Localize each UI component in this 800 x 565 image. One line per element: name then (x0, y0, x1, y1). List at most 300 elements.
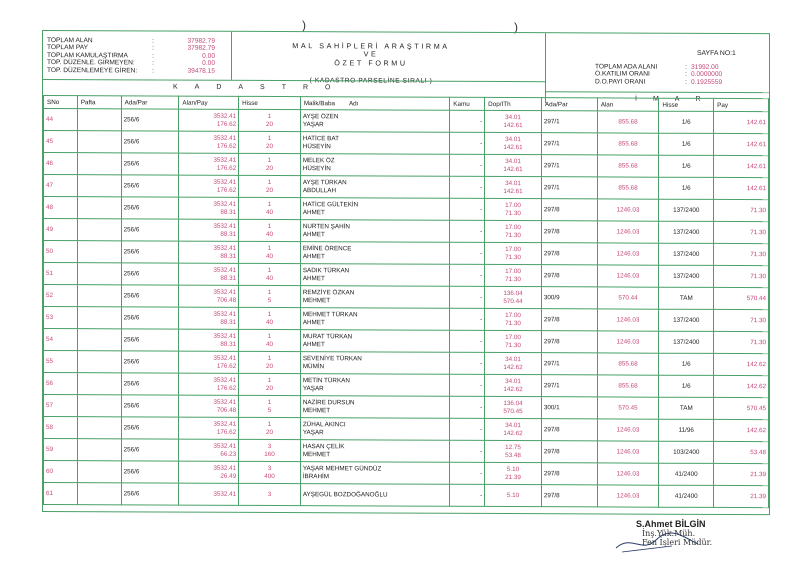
cell-pafta (77, 175, 121, 197)
hisse-numerator: 1 (267, 376, 272, 384)
cell-sno: 57 (44, 395, 78, 417)
alan-value: 3532.41 (213, 156, 237, 164)
cell-malik (300, 418, 449, 441)
cell-hisse (239, 351, 301, 373)
cell-kamu: - (450, 176, 485, 198)
cell-ada-par: 256/6 (121, 109, 179, 131)
owner-name: EMİNE ÖRENCE (302, 244, 352, 252)
cell-dop (485, 110, 542, 132)
cell-pafta (77, 197, 121, 219)
cell-alan-pay (179, 439, 239, 461)
cell-imar-ada: 297/1 (541, 111, 597, 133)
owner-father: MEHMET (302, 406, 331, 414)
cell-hisse (239, 241, 301, 263)
cell-imar-pay: 71.30 (714, 309, 769, 331)
cell-dop (485, 286, 542, 308)
hisse-denominator: 40 (265, 230, 273, 238)
cell-alan-pay (179, 109, 239, 131)
owner-father: AHMET (302, 340, 325, 348)
cell-hisse (239, 483, 301, 505)
table-row (44, 285, 769, 310)
ada-total-label: D.O.PAYI ORANI (595, 78, 646, 86)
cell-kamu: - (450, 154, 485, 176)
cell-hisse (239, 439, 301, 461)
pay-value: 706.48 (216, 296, 237, 304)
hisse-denominator: 20 (265, 164, 273, 172)
dop-value: 34.01 (505, 135, 521, 143)
cell-ada-par: 256/6 (121, 461, 179, 483)
hisse-denominator: 40 (265, 318, 273, 326)
cell-imar-alan: 1246.03 (597, 199, 659, 221)
cell-imar-alan: 570.45 (597, 397, 659, 419)
handwritten-signature-icon (612, 526, 702, 556)
alan-value: 3532.41 (213, 134, 237, 142)
cell-alan-pay (179, 219, 239, 241)
table-row (44, 373, 769, 398)
cell-kamu: - (450, 286, 485, 308)
cell-dop (485, 308, 542, 330)
owner-father: MEHMET (302, 296, 331, 304)
owner-father: YAŞAR (302, 428, 324, 436)
cell-imar-pay: 142.62 (714, 419, 769, 441)
cell-imar-hisse: TAM (659, 397, 714, 419)
cell-imar-alan: 855.68 (597, 177, 659, 199)
ada-total-value: 31992.00 (691, 63, 719, 71)
cell-ada-par: 256/6 (121, 197, 179, 219)
cell-sno: 53 (44, 307, 78, 329)
table-row (44, 175, 769, 200)
title-line-1: MAL SAHİPLERİ ARAŞTIRMA (292, 41, 450, 51)
alan-value: 3532.41 (213, 376, 237, 384)
ith-value: 71.30 (505, 253, 521, 261)
dop-value: 34.01 (505, 157, 521, 165)
cell-alan-pay (179, 285, 239, 307)
title-line-2: VE (363, 49, 379, 59)
cell-imar-pay: 71.30 (714, 265, 769, 287)
pay-value: 176.62 (216, 362, 237, 370)
cell-kamu: - (450, 110, 485, 132)
hisse-numerator: 1 (267, 244, 272, 252)
cell-hisse (239, 417, 301, 439)
cell-imar-hisse: TAM (659, 287, 714, 309)
cell-pafta (77, 417, 121, 439)
cell-malik (300, 132, 449, 155)
cell-imar-ada: 297/1 (541, 155, 597, 177)
divider (545, 91, 770, 93)
cell-malik (300, 264, 449, 287)
cell-hisse (239, 219, 301, 241)
hisse-numerator: 1 (267, 222, 272, 230)
signer-title: İnş.Yük.Müh. (642, 529, 696, 538)
cell-imar-ada: 297/8 (541, 485, 597, 507)
cell-alan-pay (179, 351, 239, 373)
divider (231, 32, 232, 80)
table-row (44, 329, 769, 354)
form-subtitle: ( KADASTRO PARSELİNE SIRALI ) (309, 77, 433, 85)
cell-dop (485, 154, 542, 176)
col-dop: Dop/ITh (485, 97, 542, 110)
cell-imar-hisse: 1/6 (659, 133, 714, 155)
cell-malik (300, 110, 449, 133)
cell-imar-hisse: 137/2400 (659, 243, 714, 265)
pay-value: 88.31 (220, 274, 237, 282)
alan-value: 3532.41 (213, 398, 237, 406)
cell-imar-alan: 1246.03 (597, 331, 659, 353)
ith-value: 142.61 (503, 143, 523, 151)
alan-value: 3532.41 (213, 266, 237, 274)
colon: : (152, 44, 154, 52)
alan-value: 3532.41 (213, 354, 237, 362)
total-label: TOPLAM PAY (47, 44, 89, 52)
cell-hisse (239, 131, 301, 153)
cell-hisse (239, 153, 301, 175)
cell-imar-hisse: 137/2400 (659, 221, 714, 243)
hisse-denominator: 40 (265, 274, 273, 282)
alan-value: 3532.41 (213, 332, 237, 340)
cell-imar-pay: 570.44 (714, 287, 769, 309)
cell-sno: 45 (44, 131, 78, 153)
section-kadastro: KADASTRO (173, 83, 348, 92)
cell-dop (485, 352, 542, 374)
cell-malik (300, 374, 449, 397)
hisse-denominator: 40 (265, 252, 273, 260)
cell-hisse (239, 263, 301, 285)
hisse-numerator: 1 (267, 134, 272, 142)
cell-imar-ada: 300/9 (541, 287, 597, 309)
cell-imar-pay: 142.61 (714, 111, 769, 133)
colon: : (685, 71, 687, 79)
owner-name: SEVENİYE TÜRKAN (302, 354, 362, 362)
alan-value: 3532.41 (213, 420, 237, 428)
cell-ada-par: 256/6 (121, 483, 179, 505)
cell-imar-ada: 297/8 (541, 309, 597, 331)
totals-block (47, 37, 222, 75)
cell-sno: 59 (44, 439, 78, 461)
cell-imar-ada: 297/8 (541, 463, 597, 485)
pay-value: 88.31 (220, 340, 237, 348)
cell-pafta (77, 351, 121, 373)
dop-value: 17.00 (505, 245, 521, 253)
total-label: TOPLAM KAMULAŞTIRMA (47, 51, 128, 60)
cell-sno: 44 (44, 109, 78, 131)
cell-alan-pay (179, 483, 239, 505)
cell-dop (485, 396, 542, 418)
cell-imar-ada: 297/8 (541, 221, 597, 243)
cell-imar-hisse: 137/2400 (659, 265, 714, 287)
cell-kamu: - (450, 484, 485, 506)
cell-malik (300, 308, 449, 331)
cell-malik (300, 154, 449, 177)
cell-dop (485, 484, 542, 506)
cell-sno: 54 (44, 329, 78, 351)
dop-value: 34.01 (505, 179, 521, 187)
cell-alan-pay (179, 417, 239, 439)
cell-hisse (239, 461, 301, 483)
hisse-numerator: 1 (267, 420, 272, 428)
cell-hisse (239, 329, 301, 351)
owner-name: MURAT TÜRKAN (302, 332, 353, 340)
cell-imar-pay: 21.39 (714, 485, 769, 507)
owner-father: HÜSEYİN (302, 164, 331, 172)
cell-pafta (77, 307, 121, 329)
cell-imar-hisse: 137/2400 (659, 309, 714, 331)
dop-value: 12.75 (505, 443, 521, 451)
total-label: TOPLAM ALAN (47, 37, 93, 45)
cell-ada-par: 256/6 (121, 153, 179, 175)
ith-value: 142.62 (503, 385, 523, 393)
cell-alan-pay (179, 329, 239, 351)
col-kamu: Kamu (450, 97, 485, 110)
alan-value: 3532.41 (213, 200, 237, 208)
owner-name: HATİCE BAT (302, 134, 339, 142)
cell-pafta (77, 483, 121, 505)
cell-dop (485, 462, 542, 484)
cell-pafta (77, 461, 121, 483)
cell-imar-ada: 297/1 (541, 353, 597, 375)
cell-imar-ada: 297/1 (541, 177, 597, 199)
hisse-denominator: 20 (265, 428, 273, 436)
cell-ada-par: 256/6 (121, 417, 179, 439)
cell-pafta (77, 109, 121, 131)
cell-ada-par: 256/6 (121, 219, 179, 241)
colon: : (685, 78, 687, 86)
col-malik (300, 97, 449, 111)
cell-malik (300, 440, 449, 463)
cell-alan-pay (179, 395, 239, 417)
total-row (47, 67, 222, 75)
hisse-numerator: 1 (267, 398, 272, 406)
ith-value: 71.30 (505, 319, 521, 327)
col-adi-label: Adı (348, 99, 359, 107)
section-imar: İMAR (635, 95, 717, 103)
signer-department: Fen İşleri Müdür. (642, 538, 713, 547)
pay-value: 88.31 (220, 318, 237, 326)
ada-total-row (595, 78, 722, 86)
cell-imar-pay: 142.61 (714, 133, 769, 155)
cell-imar-alan: 1246.03 (597, 463, 659, 485)
cell-imar-pay: 142.62 (714, 353, 769, 375)
cell-imar-pay: 71.30 (714, 331, 769, 353)
cell-imar-alan: 855.68 (597, 111, 659, 133)
ada-total-value: 0.1925559 (691, 78, 723, 86)
cell-imar-pay: 71.30 (714, 243, 769, 265)
cell-imar-alan: 855.68 (597, 375, 659, 397)
cell-imar-ada: 297/8 (541, 265, 597, 287)
owner-father: YAŞAR (302, 120, 324, 128)
owner-name: AYŞE TÜRKAN (302, 178, 347, 186)
owner-name: MELEK ÖZ (302, 156, 335, 164)
total-value: 0.00 (202, 52, 215, 60)
dop-value: 34.01 (505, 377, 521, 385)
col-malik-label: Malik/Baba (303, 99, 335, 107)
ith-value: 71.30 (505, 275, 521, 283)
cell-ada-par: 256/6 (121, 285, 179, 307)
cell-pafta (77, 241, 121, 263)
hisse-denominator: 20 (265, 120, 273, 128)
cell-ada-par: 256/6 (121, 131, 179, 153)
cell-dop (485, 330, 542, 352)
cell-dop (485, 440, 542, 462)
hisse-numerator: 1 (267, 156, 272, 164)
cell-pafta (77, 153, 121, 175)
page-number: SAYFA NO:1 (697, 49, 736, 58)
hisse-denominator: 5 (267, 406, 272, 414)
cell-alan-pay (179, 153, 239, 175)
total-label: TOP. DÜZENLEMEYE GİREN: (47, 66, 138, 75)
cell-alan-pay (179, 373, 239, 395)
cell-malik (300, 484, 449, 507)
pay-value: 176.62 (216, 120, 237, 128)
cell-imar-hisse: 41/2400 (659, 485, 714, 507)
cell-kamu: - (450, 352, 485, 374)
cell-pafta (77, 395, 121, 417)
cell-sno: 60 (44, 461, 78, 483)
cell-alan-pay (179, 263, 239, 285)
cell-imar-alan: 855.68 (597, 155, 659, 177)
dop-value: 17.00 (505, 267, 521, 275)
cell-imar-pay: 570.45 (714, 397, 769, 419)
pay-value: 176.62 (216, 164, 237, 172)
colon: : (152, 67, 154, 75)
ada-total-value: 0.0000000 (691, 71, 723, 79)
alan-value: 3532.41 (213, 310, 237, 318)
cell-imar-ada: 297/8 (541, 331, 597, 353)
hisse-denominator: 20 (265, 142, 273, 150)
owner-name: NAZİRE DURSUN (302, 398, 355, 406)
owner-father: YAŞAR (302, 384, 324, 392)
cell-kamu: - (450, 396, 485, 418)
report-form (42, 30, 770, 515)
cell-ada-par: 256/6 (121, 263, 179, 285)
cell-ada-par: 256/6 (121, 329, 179, 351)
colon: : (152, 37, 154, 45)
dop-value: 5.10 (506, 491, 520, 499)
cell-malik (300, 352, 449, 375)
owners-table (43, 95, 769, 508)
cell-imar-hisse: 1/6 (659, 375, 714, 397)
cell-imar-alan: 1246.03 (597, 309, 659, 331)
cell-dop (485, 220, 542, 242)
table-row (44, 131, 769, 156)
cell-ada-par: 256/6 (121, 439, 179, 461)
total-value: 37982.79 (187, 45, 215, 53)
cell-pafta (77, 131, 121, 153)
colon: : (152, 59, 154, 67)
total-label: TOP. DÜZENLE. GİRMEYEN: (47, 59, 135, 67)
table-row (44, 351, 769, 376)
cell-pafta (77, 285, 121, 307)
owner-father: İBRAHİM (302, 472, 330, 480)
cell-imar-pay: 53.48 (714, 441, 769, 463)
dop-value: 17.00 (505, 201, 521, 209)
col-imar-hisse: Hisse (659, 98, 714, 111)
cell-malik (300, 242, 449, 265)
table-row (44, 153, 769, 178)
owner-father: HÜSEYİN (302, 142, 331, 150)
owner-name: ZÜHAL AKINCI (302, 420, 346, 428)
hisse-numerator: 1 (267, 200, 272, 208)
cell-kamu: - (450, 330, 485, 352)
cell-dop (485, 198, 542, 220)
total-value: 37982.79 (187, 37, 215, 45)
hisse-denominator: 20 (265, 362, 273, 370)
pay-value: 176.62 (216, 384, 237, 392)
cell-imar-hisse: 1/6 (659, 353, 714, 375)
table-row (44, 263, 769, 288)
cell-imar-hisse: 137/2400 (659, 331, 714, 353)
cell-hisse (239, 197, 301, 219)
hisse-denominator: 40 (265, 340, 273, 348)
hisse-denominator: 160 (264, 450, 275, 458)
cell-sno: 51 (44, 263, 78, 285)
hisse-denominator: 20 (265, 186, 273, 194)
pay-value: 176.62 (216, 186, 237, 194)
cell-hisse (239, 307, 301, 329)
cell-imar-hisse: 137/2400 (659, 199, 714, 221)
cell-imar-pay: 71.30 (714, 199, 769, 221)
table-row (44, 483, 769, 508)
cell-imar-hisse: 1/6 (659, 177, 714, 199)
ada-total-label: O.KATILIM ORANI (595, 70, 650, 79)
cell-kamu: - (450, 308, 485, 330)
cell-malik (300, 176, 449, 199)
cell-imar-ada: 297/8 (541, 441, 597, 463)
ith-value: 142.61 (503, 121, 523, 129)
cell-ada-par: 256/6 (121, 241, 179, 263)
dop-value: 5.10 (506, 465, 520, 473)
alan-value: 3532.41 (213, 464, 237, 472)
alan-value: 3532.41 (213, 288, 237, 296)
col-imar-pay: Pay (714, 98, 769, 111)
table-row (44, 219, 769, 244)
dop-value: 136.04 (503, 399, 523, 407)
cell-ada-par: 256/6 (121, 175, 179, 197)
alan-value: 3532.41 (213, 490, 237, 498)
cell-hisse (239, 285, 301, 307)
ith-value: 142.61 (503, 187, 523, 195)
cell-dop (485, 264, 542, 286)
cell-imar-alan: 1246.03 (597, 419, 659, 441)
punch-mark-left: ) (302, 18, 306, 32)
ith-value: 71.30 (505, 209, 521, 217)
pay-value: 88.31 (220, 208, 237, 216)
cell-sno: 50 (44, 241, 78, 263)
owner-name: HATİCE GÜLTEKİN (302, 200, 359, 208)
owner-father: AHMET (302, 208, 325, 216)
table-row (44, 241, 769, 266)
owner-name: AYŞE ÖZEN (302, 112, 339, 120)
owner-father: ABDULLAH (302, 186, 337, 194)
cell-imar-pay: 21.39 (714, 463, 769, 485)
cell-imar-pay: 142.61 (714, 177, 769, 199)
owner-father: MÜMİN (302, 362, 325, 370)
dop-value: 136.04 (503, 289, 523, 297)
cell-malik (300, 396, 449, 419)
cell-kamu: - (450, 242, 485, 264)
table-row (44, 439, 769, 464)
cell-ada-par: 256/6 (121, 351, 179, 373)
colon: : (685, 63, 687, 71)
alan-value: 3532.41 (213, 222, 237, 230)
cell-imar-pay: 142.61 (714, 155, 769, 177)
cell-sno: 61 (44, 483, 78, 505)
cell-hisse (239, 373, 301, 395)
owner-name: HASAN ÇELİK (302, 442, 345, 450)
cell-alan-pay (179, 197, 239, 219)
cell-alan-pay (179, 307, 239, 329)
hisse-numerator: 3 (267, 442, 272, 450)
hisse-denominator: 5 (267, 296, 272, 304)
